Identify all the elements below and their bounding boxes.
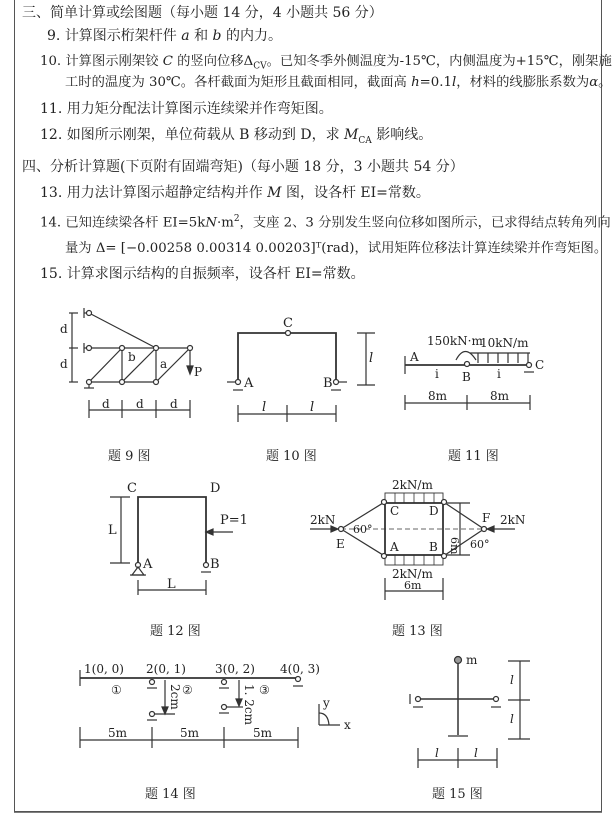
fig15-caption: 题 15 图 — [432, 787, 483, 802]
fig14-caption: 题 14 图 — [145, 787, 196, 802]
q10-var-h: h — [411, 75, 420, 90]
fig14-node-1: 1(0, 0) — [84, 662, 124, 676]
q12-text: 影响线。 — [371, 127, 433, 143]
fig11-caption: 题 11 图 — [448, 449, 499, 464]
fig11-span: 8m — [490, 389, 510, 403]
q12-text: 如图所示刚架，单位荷载从 B 移动到 D，求 — [66, 127, 345, 143]
fig10-caption: 题 10 图 — [266, 449, 317, 464]
fig13-label-a: A — [390, 540, 399, 554]
q9-number: 9. — [47, 28, 61, 44]
fig14-span: 5m — [253, 726, 273, 740]
q9-var-b: b — [212, 28, 222, 44]
fig13-angle-right: 60° — [470, 538, 490, 551]
q14-text: ·m — [216, 215, 234, 231]
q10-text: =0.1 — [419, 75, 452, 90]
q9-text: 和 — [189, 28, 213, 44]
fig10-label-c: C — [283, 316, 293, 331]
fig11-label-c: C — [535, 358, 545, 372]
fig13-force-right: 2kN — [500, 513, 526, 527]
fig15-dim-l: l — [435, 746, 439, 760]
fig11-moment-label: 150kN·m — [427, 334, 483, 348]
fig9-dim-d: d — [60, 322, 68, 336]
q9-var-a: a — [181, 28, 190, 44]
fig11-span: 8m — [428, 389, 448, 403]
q15-text: 计算求图示结构的自振频率，设各杆 EI=常数。 — [66, 266, 365, 282]
q9-text: 的内力。 — [221, 28, 282, 44]
q10-text: 工时的温度为 30℃。各杆截面为矩形且截面相同，截面高 — [65, 75, 412, 90]
fig9-caption: 题 9 图 — [108, 449, 151, 464]
fig12-label-b: B — [210, 557, 220, 572]
fig14-element-2: ② — [182, 683, 193, 697]
fig15-mass-label: m — [466, 653, 478, 667]
fig15-mass — [455, 657, 462, 664]
fig13-force-left: 2kN — [310, 513, 336, 527]
fig10-label-b: B — [323, 376, 333, 391]
fig14-element-3: ③ — [259, 683, 270, 697]
fig9-dim-d: d — [170, 397, 178, 411]
fig13-label-b: B — [429, 540, 438, 554]
fig14-y-label: y — [323, 696, 330, 710]
q12-number: 12. — [40, 127, 63, 143]
fig11-label-a: A — [410, 350, 419, 364]
fig13-caption: 题 13 图 — [392, 624, 443, 639]
q10-text: 。 — [598, 75, 612, 90]
fig9-member — [89, 348, 122, 382]
q10-text: 。已知冬季外侧温度为-15℃，内侧温度为+15℃，刚架施 — [266, 54, 612, 69]
fig13-dim-height: 6m — [448, 537, 461, 555]
q10-sub: CV — [253, 61, 267, 72]
q11-number: 11. — [40, 101, 63, 117]
fig10-dim-l: l — [310, 400, 315, 415]
fig10-dim-l: l — [369, 351, 374, 366]
fig13-label-d: D — [429, 504, 439, 518]
fig11-stiffness-i: i — [435, 367, 439, 381]
q10-number: 10. — [40, 54, 62, 69]
fig12-dim-l: L — [108, 523, 117, 538]
q14-number: 14. — [40, 215, 62, 231]
fig14-disp-3: 1. 2cm — [242, 684, 256, 725]
q12-var-m: M — [344, 127, 359, 143]
q9-text: 计算图示桁架杆件 — [64, 28, 182, 44]
fig14-x-label: x — [344, 718, 351, 732]
fig9-dim-d: d — [60, 357, 68, 371]
fig11-load-label: 10kN/m — [480, 336, 529, 350]
fig9-label-p: P — [194, 365, 203, 379]
fig14-span: 5m — [108, 726, 128, 740]
q10-text: ，材料的线膨胀系数为 — [456, 75, 590, 90]
q13-number: 13. — [40, 185, 63, 201]
fig13-label-f: F — [482, 511, 491, 525]
fig13-label-c: C — [390, 504, 400, 518]
q14-text: ，支座 2、3 分别发生竖向位移如图所示，已求得结点转角列向 — [239, 215, 611, 231]
section-4-title: 四、分析计算题(下页附有固端弯矩)（每小题 18 分，3 小题共 54 分） — [22, 159, 464, 175]
fig12-label-c: C — [127, 481, 137, 496]
fig15-dim-l: l — [474, 746, 478, 760]
fig9-dim-d: d — [136, 397, 144, 411]
fig13-angle-left: 60° — [353, 523, 373, 536]
fig14-element-1: ① — [111, 683, 122, 697]
fig13-load-bottom: 2kN/m — [392, 567, 433, 581]
fig12-load-label: P=1 — [220, 513, 248, 528]
fig14-node-3: 3(0, 2) — [215, 662, 255, 676]
q12-sub: CA — [358, 135, 372, 146]
q14-text: 已知连续梁各杆 EI=5k — [65, 215, 206, 231]
q14-sup: 2 — [233, 214, 240, 224]
fig9-label-a: a — [160, 357, 168, 371]
fig12-label-a: A — [143, 557, 153, 572]
fig10-label-a: A — [244, 376, 254, 391]
fig10-dim-l: l — [262, 400, 267, 415]
fig11-label-b: B — [462, 370, 471, 384]
section-3-title: 三、简单计算或绘图题（每小题 14 分，4 小题共 56 分） — [22, 5, 383, 21]
q13-text: 用力法计算图示超静定结构并作 — [66, 185, 268, 201]
fig15-dim-l: l — [510, 712, 514, 726]
fig12-dim-l: L — [167, 577, 176, 592]
q14-var-n: N — [205, 215, 217, 231]
fig13-load-top: 2kN/m — [392, 478, 433, 492]
fig9-dim-d: d — [102, 397, 110, 411]
fig14-span: 5m — [180, 726, 200, 740]
q15-number: 15. — [40, 266, 63, 282]
q10-text: 计算图示刚架铰 — [65, 54, 163, 69]
fig14-node-2: 2(0, 1) — [146, 662, 186, 676]
q10-var-l: l — [451, 75, 457, 90]
q10-var-c: C — [162, 54, 173, 69]
fig11-stiffness-i: i — [497, 367, 501, 381]
question-14-line2: 量为 Δ= [−0.00258 0.00314 0.00203]ᵀ(rad)，试用矩阵位移法计算连续梁并作弯矩图。 — [65, 241, 608, 256]
fig15-dim-l: l — [510, 673, 514, 687]
fig9-label-b: b — [128, 350, 136, 364]
q10-text: 的竖向位移Δ — [172, 54, 254, 69]
fig13-label-e: E — [336, 537, 345, 551]
q11-text: 用力矩分配法计算图示连续梁并作弯矩图。 — [66, 101, 333, 117]
q13-text: 图，设各杆 EI=常数。 — [281, 185, 430, 201]
fig12-caption: 题 12 图 — [150, 624, 201, 639]
fig14-disp-2: 2cm — [168, 684, 182, 710]
fig14-node-4: 4(0, 3) — [280, 662, 320, 676]
fig9-member — [89, 313, 156, 348]
fig12-label-d: D — [210, 481, 221, 496]
q13-var-m: M — [267, 185, 282, 201]
fig13-dim-width: 6m — [404, 579, 422, 592]
q10-var-alpha: α — [589, 75, 599, 90]
